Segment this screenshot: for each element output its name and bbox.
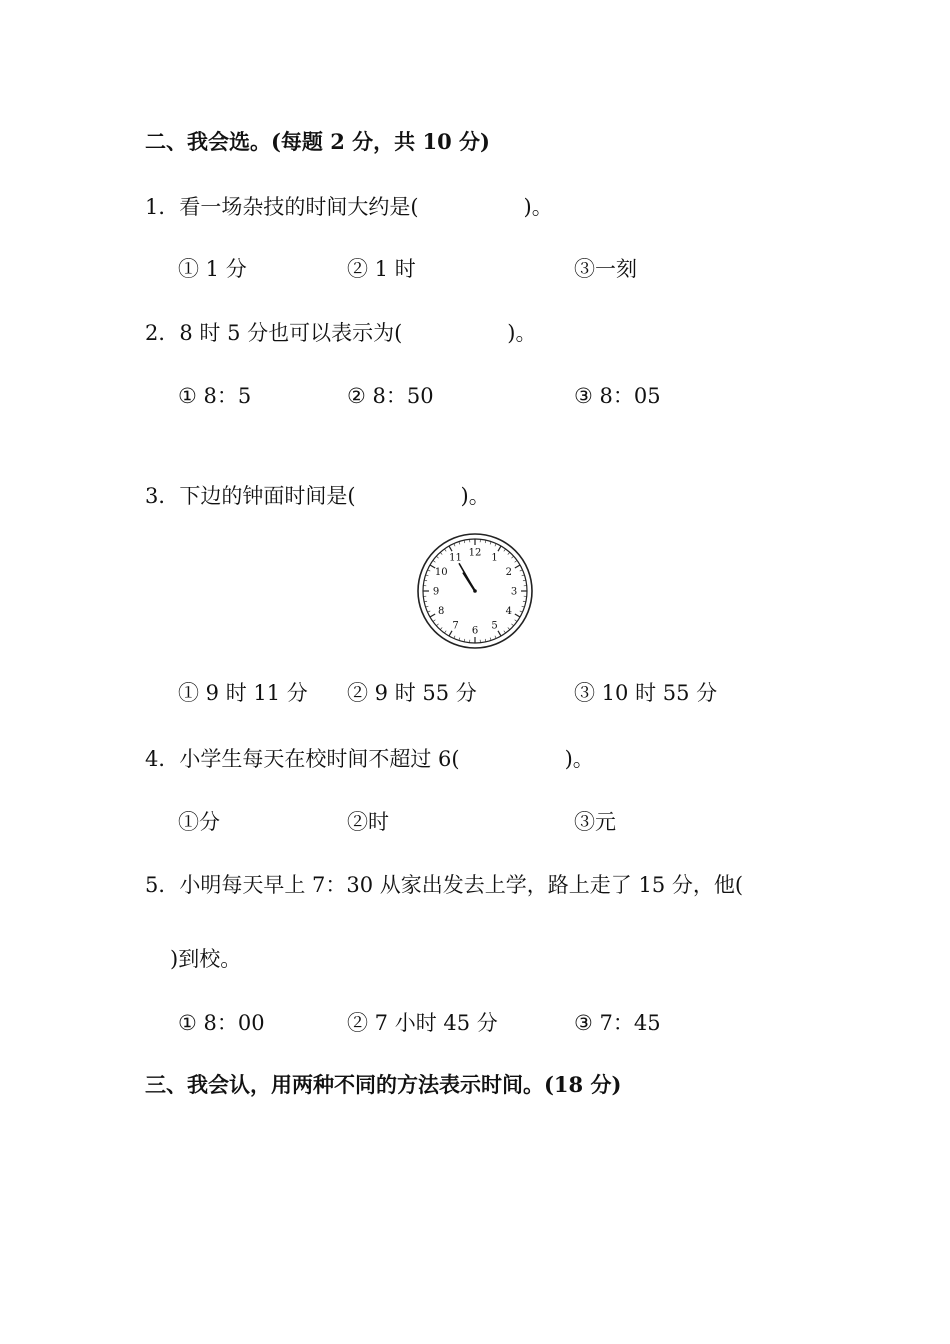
question-5-option-3: ③ 7：45 <box>574 1011 661 1035</box>
clock-number-4: 4 <box>505 606 512 617</box>
clock-tick <box>515 565 520 568</box>
clock-number-7: 7 <box>452 620 459 632</box>
clock-number-6: 6 <box>471 625 479 637</box>
question-2-option-3: ③ 8：05 <box>574 384 661 408</box>
question-1-option-1: ① 1 分 <box>178 257 247 281</box>
clock-tick <box>511 556 513 558</box>
clock-tick <box>436 556 438 558</box>
question-3-option-2: ② 9 时 55 分 <box>347 681 477 705</box>
question-3-option-1: ① 9 时 11 分 <box>178 681 308 705</box>
question-3-text: 3．下边的钟面时间是( )。 <box>145 484 490 508</box>
clock-tick <box>433 560 435 562</box>
clock-number-12: 12 <box>468 547 482 559</box>
clock-face <box>416 532 534 650</box>
clock-tick <box>440 552 442 554</box>
clock-number-2: 2 <box>505 567 512 578</box>
clock-number-11: 11 <box>449 552 462 564</box>
clock-tick <box>427 611 430 612</box>
clock-tick <box>515 560 517 562</box>
question-4-option-2: ②时 <box>347 810 389 834</box>
clock-center-pin <box>473 589 477 593</box>
clock-tick <box>449 631 452 636</box>
clock-number-3: 3 <box>510 586 518 598</box>
clock-tick <box>436 624 438 626</box>
clock-tick <box>504 631 506 633</box>
clock-tick <box>495 543 496 546</box>
clock-number-5: 5 <box>491 620 498 632</box>
clock-tick <box>515 614 520 617</box>
clock-tick <box>498 631 501 636</box>
clock-number-10: 10 <box>434 567 448 578</box>
question-2-text: 2．8 时 5 分也可以表示为( )。 <box>145 321 537 345</box>
clock-tick <box>520 570 523 571</box>
question-4-text: 4．小学生每天在校时间不超过 6( )。 <box>145 747 594 771</box>
clock-tick <box>454 636 455 639</box>
section-3-heading: 三、我会认，用两种不同的方法表示时间。(18 分) <box>145 1072 622 1097</box>
question-2-option-2: ② 8：50 <box>347 384 434 408</box>
question-4-option-3: ③元 <box>574 810 616 834</box>
clock-tick <box>508 552 510 554</box>
clock-tick <box>454 543 455 546</box>
clock-tick <box>511 624 513 626</box>
question-5-option-2: ② 7 小时 45 分 <box>347 1011 498 1035</box>
question-1-option-2: ② 1 时 <box>347 257 416 281</box>
clock-tick <box>515 620 517 622</box>
clock-tick <box>504 549 506 551</box>
clock-tick <box>520 611 523 612</box>
question-3-option-3: ③ 10 时 55 分 <box>574 681 718 705</box>
clock-tick <box>444 549 446 551</box>
clock-tick <box>433 620 435 622</box>
question-4-option-1: ①分 <box>178 810 220 834</box>
clock-number-9: 9 <box>432 586 440 598</box>
clock-number-8: 8 <box>438 606 445 617</box>
question-1-text: 1．看一场杂技的时间大约是( )。 <box>145 195 553 219</box>
clock-tick <box>498 546 501 551</box>
clock-tick <box>444 631 446 633</box>
question-1-option-3: ③一刻 <box>574 257 637 281</box>
clock-number-1: 1 <box>491 552 498 564</box>
clock-tick <box>495 636 496 639</box>
clock-tick <box>440 627 442 629</box>
clock-tick <box>427 570 430 571</box>
question-5-option-1: ① 8：00 <box>178 1011 265 1035</box>
question-5-continuation: )到校。 <box>170 947 242 971</box>
clock-tick <box>449 546 452 551</box>
clock-tick <box>508 627 510 629</box>
clock-minute-hand <box>459 563 475 591</box>
section-2-heading: 二、我会选。(每题 2 分，共 10 分) <box>145 129 490 154</box>
question-5-text: 5．小明每天早上 7：30 从家出发去上学，路上走了 15 分，他( <box>145 873 744 897</box>
question-2-option-1: ① 8：5 <box>178 384 252 408</box>
clock-tick <box>430 614 435 617</box>
